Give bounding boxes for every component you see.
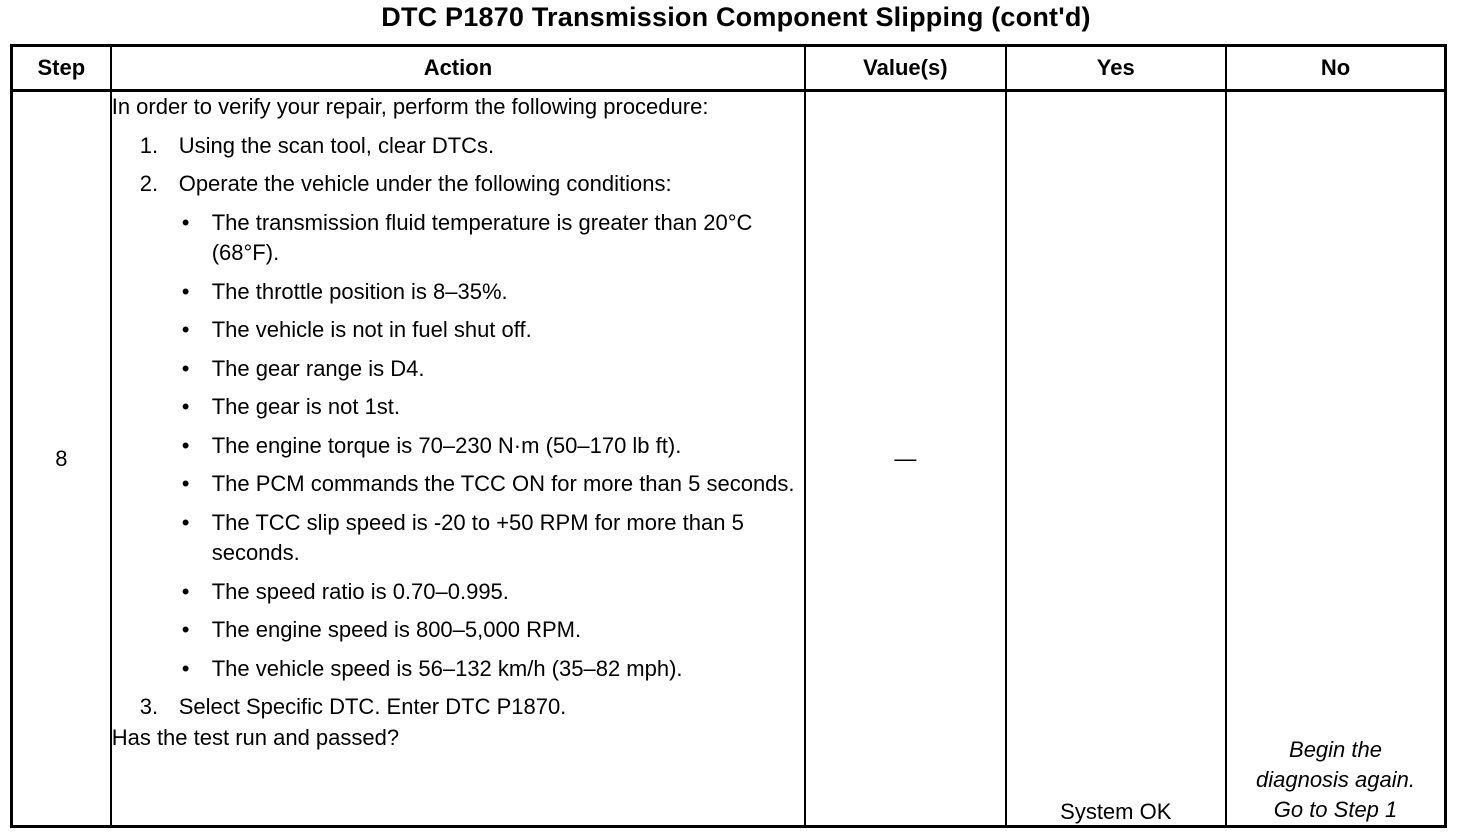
bullet-icon: • [181, 617, 190, 642]
condition-item [112, 469, 804, 500]
condition-item [112, 315, 804, 346]
procedure-step-3 [112, 692, 804, 723]
header-no: No [1226, 46, 1446, 91]
condition-text: The transmission fluid temperature is greater than 20°C (68°F). [211, 209, 753, 265]
no-text-line: diagnosis again. [1255, 767, 1415, 792]
procedure-step-1 [112, 131, 804, 162]
action-question: Has the test run and passed? [111, 724, 400, 750]
condition-item [112, 354, 804, 385]
condition-text: The gear is not 1st. [211, 394, 401, 419]
condition-text: The gear range is D4. [211, 355, 425, 381]
bullet-icon: • [181, 278, 190, 304]
condition-text: The throttle position is 8–35%. [211, 278, 508, 304]
no-cell [1226, 91, 1446, 827]
header-step: Step [12, 46, 111, 91]
action-intro: In order to verify your repair, perform the following procedure: [111, 94, 709, 119]
step-number-label: 1. [139, 132, 159, 158]
condition-text: The engine torque is 70–230 N·m (50–170 lb ft). [211, 432, 682, 458]
bullet-icon: • [181, 471, 190, 496]
condition-item [112, 615, 804, 646]
header-yes: Yes [1006, 46, 1226, 91]
condition-text: The TCC slip speed is -20 to +50 RPM for more than 5 seconds. [211, 509, 744, 565]
yes-cell: System OK [1006, 91, 1226, 827]
condition-item [112, 392, 804, 423]
bullet-icon: • [181, 317, 190, 342]
step-number: 8 [12, 91, 111, 827]
condition-item [112, 577, 804, 608]
bullet-icon: • [181, 355, 190, 381]
bullet-icon: • [181, 578, 190, 604]
step-text: Operate the vehicle under the following conditions: [178, 171, 672, 196]
bullet-icon: • [181, 655, 190, 681]
step-number-label: 3. [139, 694, 159, 719]
header-values: Value(s) [805, 46, 1005, 91]
bullet-icon: • [181, 509, 190, 535]
condition-text: The vehicle speed is 56–132 km/h (35–82 mph). [211, 655, 683, 681]
no-text-line: Begin the [1289, 737, 1382, 762]
diagnostic-table [10, 44, 1447, 828]
page-title: DTC P1870 Transmission Component Slipping (cont'd) [381, 2, 1091, 32]
bullet-icon: • [181, 394, 190, 419]
condition-item [112, 508, 804, 569]
condition-text: The vehicle is not in fuel shut off. [211, 317, 532, 342]
step-text: Select Specific DTC. Enter DTC P1870. [178, 694, 567, 719]
table-row [12, 91, 1446, 827]
condition-item [112, 277, 804, 308]
condition-item [112, 431, 804, 462]
step-text: Using the scan tool, clear DTCs. [178, 132, 495, 158]
procedure-step-2 [112, 169, 804, 200]
condition-text: The PCM commands the TCC ON for more than 5 seconds. [211, 471, 795, 496]
bullet-icon: • [181, 209, 190, 235]
value-cell: — [805, 91, 1005, 827]
condition-item [112, 654, 804, 685]
bullet-icon: • [181, 432, 190, 458]
header-action: Action [111, 46, 805, 91]
step-number-label: 2. [139, 171, 159, 196]
condition-item [112, 208, 804, 269]
condition-text: The speed ratio is 0.70–0.995. [211, 578, 509, 604]
table-header-row [12, 46, 1446, 91]
no-text-line: Go to Step 1 [1273, 797, 1398, 822]
condition-text: The engine speed is 800–5,000 RPM. [211, 617, 582, 642]
action-cell [111, 91, 805, 827]
